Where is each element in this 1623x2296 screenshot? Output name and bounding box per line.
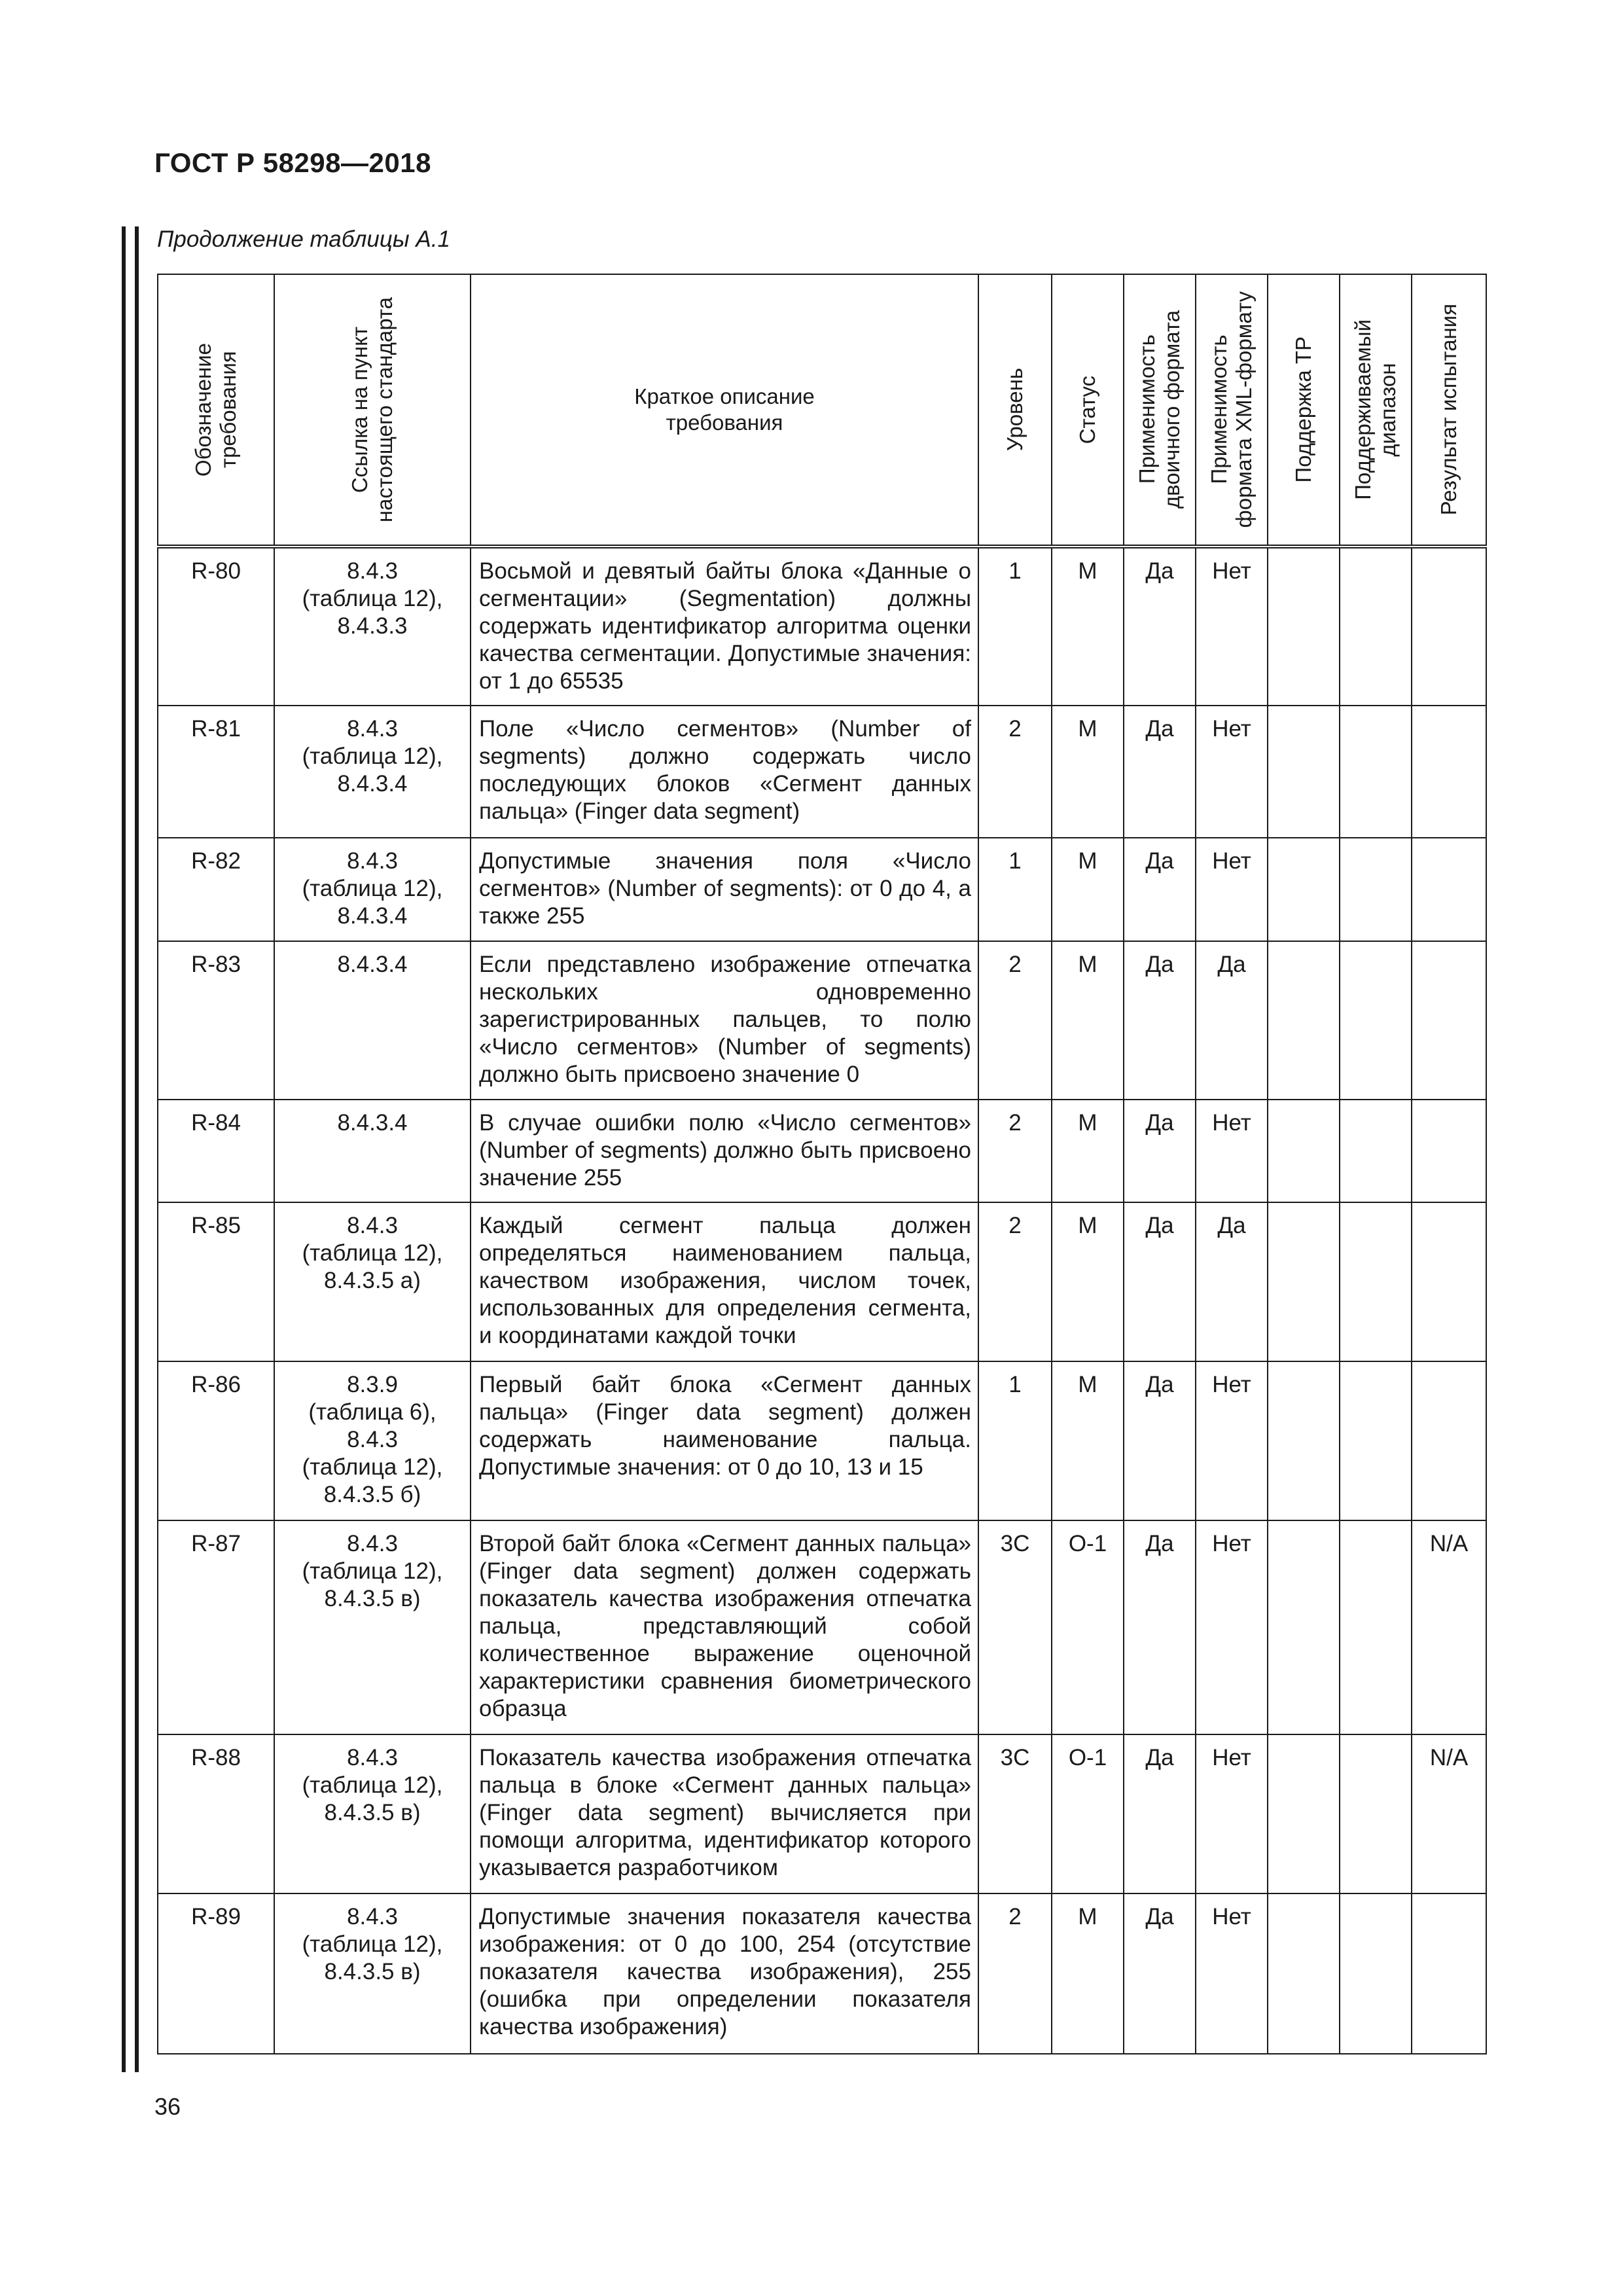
header-status: Статус — [1052, 274, 1124, 547]
status-cell: M — [1052, 838, 1124, 941]
requirement-id: R-86 — [158, 1361, 274, 1520]
table-row — [158, 838, 1486, 941]
supported-range-cell — [1340, 1734, 1412, 1893]
supported-range-cell — [1340, 706, 1412, 838]
binary-format-cell: Да — [1124, 706, 1196, 838]
tp-support-cell — [1268, 941, 1340, 1100]
change-bar-inner — [135, 226, 139, 2072]
standard-reference: 8.4.3.4 — [274, 941, 471, 1100]
level-cell: 2 — [978, 1100, 1052, 1202]
test-result-cell — [1412, 941, 1486, 1100]
status-cell: O-1 — [1052, 1734, 1124, 1893]
header-description: Краткое описание требования — [471, 274, 978, 547]
document-title: ГОСТ Р 58298—2018 — [154, 147, 431, 178]
status-cell: M — [1052, 547, 1124, 706]
header-designation: Обозначение требования — [158, 274, 274, 547]
xml-format-cell: Нет — [1196, 706, 1268, 838]
table-row — [158, 1893, 1486, 2054]
binary-format-cell: Да — [1124, 941, 1196, 1100]
test-result-cell — [1412, 706, 1486, 838]
level-cell: 2 — [978, 1893, 1052, 2054]
xml-format-cell: Нет — [1196, 1100, 1268, 1202]
binary-format-cell: Да — [1124, 1100, 1196, 1202]
test-result-cell — [1412, 1361, 1486, 1520]
standard-reference: 8.3.9 (таблица 6), 8.4.3 (таблица 12), 8.4.3.5 б) — [274, 1361, 471, 1520]
requirement-description: Второй байт блока «Сегмент данных пальца» (Finger data segment) должен содержать показатель качества изображения отпечатка пальца, представляющий собой количественное выражение оценочной характеристики сравнения биометрического образца — [471, 1520, 978, 1734]
table-row — [158, 1734, 1486, 1893]
level-cell: 2 — [978, 941, 1052, 1100]
table-header-row — [158, 274, 1486, 547]
xml-format-cell: Нет — [1196, 1893, 1268, 2054]
requirement-id: R-84 — [158, 1100, 274, 1202]
standard-reference: 8.4.3 (таблица 12), 8.4.3.4 — [274, 838, 471, 941]
header-test-result: Результат испытания — [1412, 274, 1486, 547]
header-supported-range: Поддерживаемый диапазон — [1340, 274, 1412, 547]
level-cell: 1 — [978, 838, 1052, 941]
status-cell: M — [1052, 706, 1124, 838]
table-row — [158, 1520, 1486, 1734]
xml-format-cell: Нет — [1196, 1734, 1268, 1893]
requirements-table — [157, 274, 1487, 2054]
xml-format-cell: Нет — [1196, 547, 1268, 706]
tp-support-cell — [1268, 1202, 1340, 1361]
table-row — [158, 706, 1486, 838]
level-cell: 3C — [978, 1520, 1052, 1734]
requirement-description: Восьмой и девятый байты блока «Данные о сегментации» (Segmentation) должны содержать идентификатор алгоритма оценки качества сегментации. Допустимые значения: от 1 до 65535 — [471, 547, 978, 706]
table-row — [158, 1100, 1486, 1202]
table-row — [158, 941, 1486, 1100]
requirement-id: R-83 — [158, 941, 274, 1100]
requirement-id: R-85 — [158, 1202, 274, 1361]
standard-reference: 8.4.3 (таблица 12), 8.4.3.5 в) — [274, 1893, 471, 2054]
level-cell: 2 — [978, 706, 1052, 838]
standard-reference: 8.4.3 (таблица 12), 8.4.3.5 в) — [274, 1734, 471, 1893]
requirement-description: Допустимые значения показателя качества изображения: от 0 до 100, 254 (отсутствие показателя качества изображения), 255 (ошибка при определении показателя качества изображения) — [471, 1893, 978, 2054]
requirement-description: Каждый сегмент пальца должен определяться наименованием пальца, качеством изображения, числом точек, использованных для определения сегмента, и координатами каждой точки — [471, 1202, 978, 1361]
table-body — [158, 547, 1486, 2054]
status-cell: M — [1052, 941, 1124, 1100]
status-cell: M — [1052, 1893, 1124, 2054]
binary-format-cell: Да — [1124, 1734, 1196, 1893]
standard-reference: 8.4.3 (таблица 12), 8.4.3.5 а) — [274, 1202, 471, 1361]
binary-format-cell: Да — [1124, 1361, 1196, 1520]
xml-format-cell: Да — [1196, 1202, 1268, 1361]
test-result-cell — [1412, 1202, 1486, 1361]
status-cell: M — [1052, 1100, 1124, 1202]
binary-format-cell: Да — [1124, 1202, 1196, 1361]
test-result-cell: N/A — [1412, 1520, 1486, 1734]
requirement-description: Если представлено изображение отпечатка нескольких одновременно зарегистрированных пальцев, то полю «Число сегментов» (Number of segments) должно быть присвоено значение 0 — [471, 941, 978, 1100]
xml-format-cell: Нет — [1196, 1520, 1268, 1734]
tp-support-cell — [1268, 547, 1340, 706]
standard-reference: 8.4.3 (таблица 12), 8.4.3.5 в) — [274, 1520, 471, 1734]
requirement-id: R-89 — [158, 1893, 274, 2054]
standard-reference: 8.4.3 (таблица 12), 8.4.3.3 — [274, 547, 471, 706]
page-number: 36 — [154, 2093, 181, 2120]
supported-range-cell — [1340, 1100, 1412, 1202]
requirement-id: R-88 — [158, 1734, 274, 1893]
requirement-description: Первый байт блока «Сегмент данных пальца» (Finger data segment) должен содержать наименование пальца. Допустимые значения: от 0 до 10, 13 и 15 — [471, 1361, 978, 1520]
test-result-cell — [1412, 547, 1486, 706]
header-binary-applicability: Применимость двоичного формата — [1124, 274, 1196, 547]
tp-support-cell — [1268, 1100, 1340, 1202]
test-result-cell — [1412, 838, 1486, 941]
tp-support-cell — [1268, 1361, 1340, 1520]
requirement-description: Поле «Число сегментов» (Number of segments) должно содержать число последующих блоков «Сегмент данных пальца» (Finger data segment) — [471, 706, 978, 838]
tp-support-cell — [1268, 1893, 1340, 2054]
status-cell: M — [1052, 1361, 1124, 1520]
supported-range-cell — [1340, 1520, 1412, 1734]
level-cell: 2 — [978, 1202, 1052, 1361]
header-tp-support: Поддержка ТР — [1268, 274, 1340, 547]
requirement-description: В случае ошибки полю «Число сегментов» (Number of segments) должно быть присвоено значение 255 — [471, 1100, 978, 1202]
status-cell: M — [1052, 1202, 1124, 1361]
tp-support-cell — [1268, 706, 1340, 838]
requirement-id: R-80 — [158, 547, 274, 706]
status-cell: O-1 — [1052, 1520, 1124, 1734]
change-bar-outer — [122, 226, 126, 2072]
header-xml-applicability: Применимость формата XML-формату — [1196, 274, 1268, 547]
header-reference: Ссылка на пункт настоящего стандарта — [274, 274, 471, 547]
supported-range-cell — [1340, 941, 1412, 1100]
table-continuation-label: Продолжение таблицы А.1 — [157, 226, 450, 252]
tp-support-cell — [1268, 1734, 1340, 1893]
supported-range-cell — [1340, 1361, 1412, 1520]
tp-support-cell — [1268, 838, 1340, 941]
binary-format-cell: Да — [1124, 1893, 1196, 2054]
xml-format-cell: Нет — [1196, 1361, 1268, 1520]
test-result-cell — [1412, 1100, 1486, 1202]
standard-reference: 8.4.3.4 — [274, 1100, 471, 1202]
test-result-cell — [1412, 1893, 1486, 2054]
table-row — [158, 1202, 1486, 1361]
header-level: Уровень — [978, 274, 1052, 547]
supported-range-cell — [1340, 1893, 1412, 2054]
test-result-cell: N/A — [1412, 1734, 1486, 1893]
binary-format-cell: Да — [1124, 1520, 1196, 1734]
tp-support-cell — [1268, 1520, 1340, 1734]
requirement-id: R-87 — [158, 1520, 274, 1734]
table-row — [158, 547, 1486, 706]
requirement-id: R-81 — [158, 706, 274, 838]
supported-range-cell — [1340, 838, 1412, 941]
xml-format-cell: Нет — [1196, 838, 1268, 941]
binary-format-cell: Да — [1124, 838, 1196, 941]
binary-format-cell: Да — [1124, 547, 1196, 706]
supported-range-cell — [1340, 1202, 1412, 1361]
level-cell: 1 — [978, 1361, 1052, 1520]
level-cell: 3C — [978, 1734, 1052, 1893]
requirement-description: Допустимые значения поля «Число сегментов» (Number of segments): от 0 до 4, а также 255 — [471, 838, 978, 941]
table-row — [158, 1361, 1486, 1520]
xml-format-cell: Да — [1196, 941, 1268, 1100]
requirement-id: R-82 — [158, 838, 274, 941]
level-cell: 1 — [978, 547, 1052, 706]
standard-reference: 8.4.3 (таблица 12), 8.4.3.4 — [274, 706, 471, 838]
requirement-description: Показатель качества изображения отпечатка пальца в блоке «Сегмент данных пальца» (Finger data segment) вычисляется при помощи алгоритма, идентификатор которого указывается разработчиком — [471, 1734, 978, 1893]
supported-range-cell — [1340, 547, 1412, 706]
